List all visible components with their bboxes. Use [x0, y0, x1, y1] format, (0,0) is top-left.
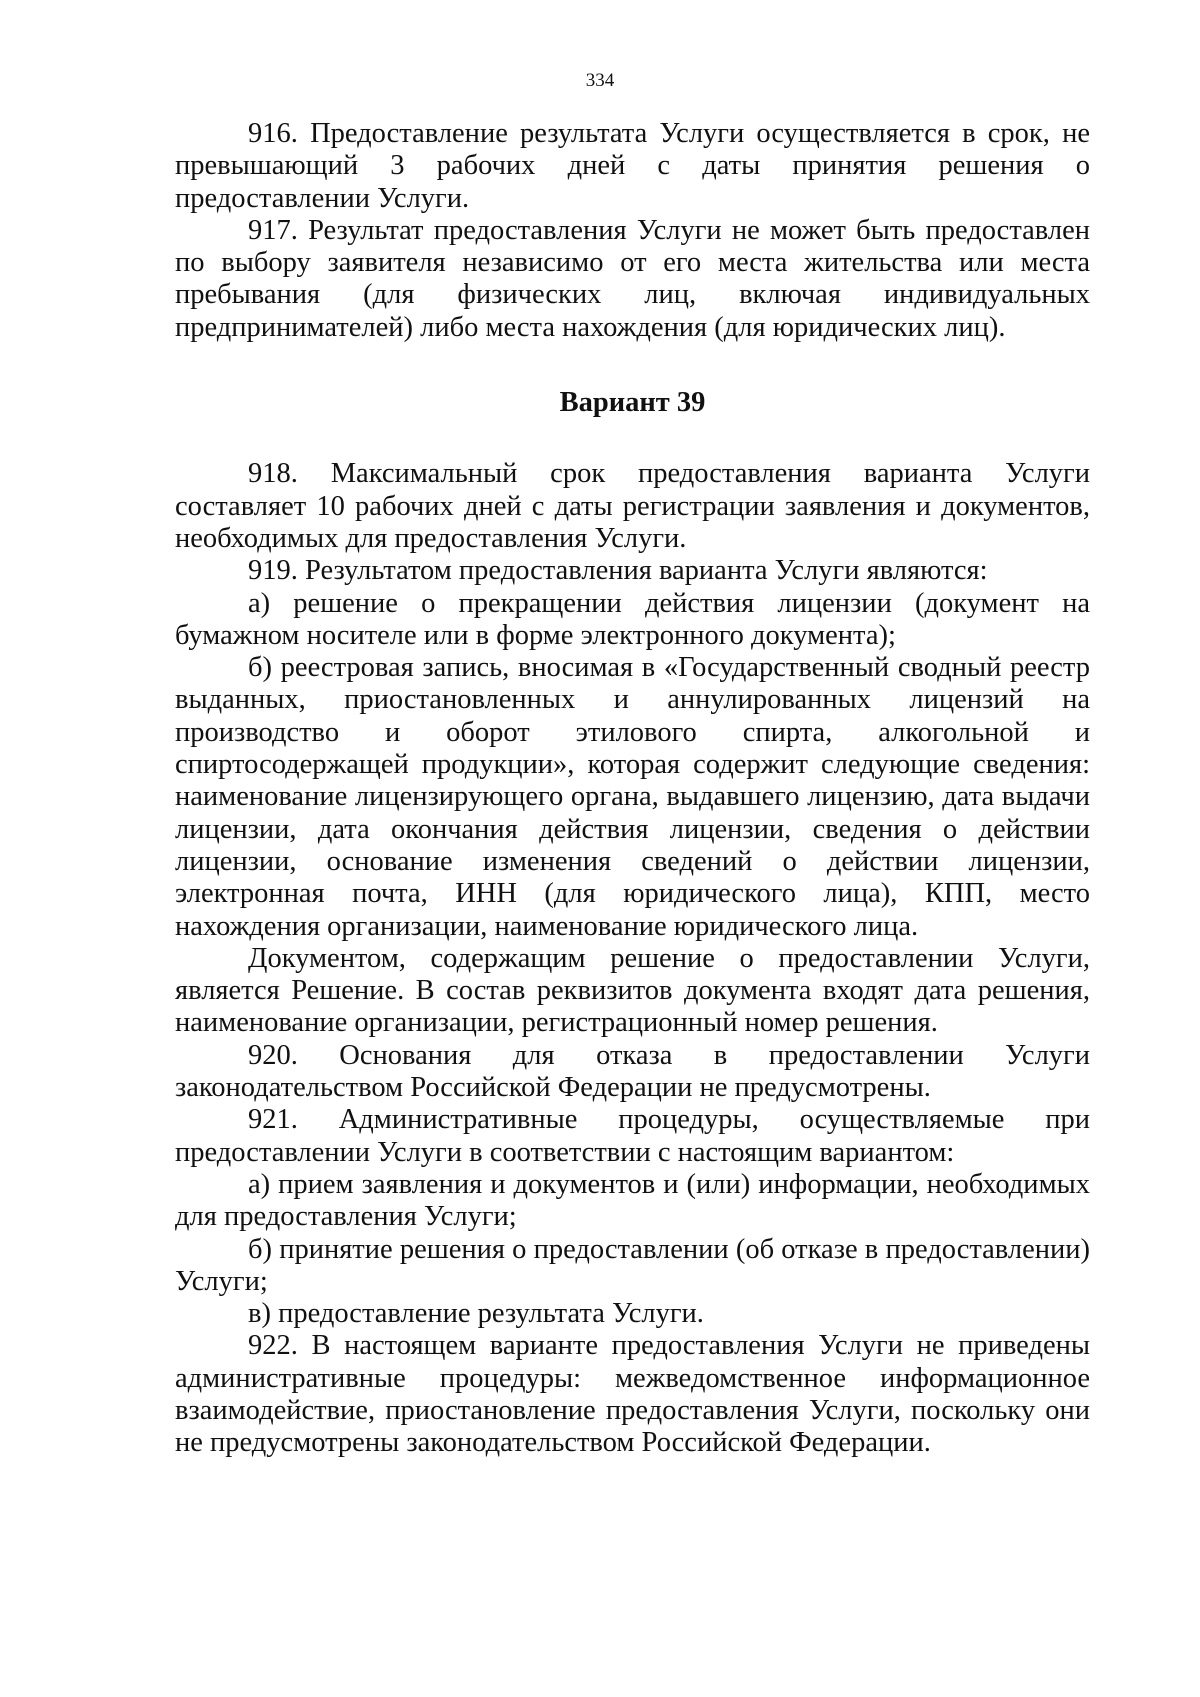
list-item-921-b: б) принятие решения о предоставлении (об отказе в предоставлении) Услуги;	[175, 1233, 1090, 1297]
paragraph-922: 922. В настоящем варианте предоставления Услуги не приведены административные процедуры: межведомственное информационное взаимодействие, приостановление предоставления Услуги, поскольку они не предусмотрены законодательством Российской Федерации.	[175, 1330, 1090, 1459]
paragraph-919: 919. Результатом предоставления варианта Услуги являются:	[248, 555, 988, 587]
list-item-921-c: в) предоставление результата Услуги.	[248, 1298, 704, 1330]
paragraph-916: 916. Предоставление результата Услуги осуществляется в срок, не превышающий 3 рабочих дней с даты принятия решения о предоставлении Услуги.	[175, 118, 1090, 214]
list-item-921-a: а) прием заявления и документов и (или) информации, необходимых для предоставления Услуги;	[175, 1168, 1090, 1233]
paragraph-921: 921. Административные процедуры, осуществляемые при предоставлении Услуги в соответствии с настоящим вариантом:	[175, 1104, 1090, 1168]
paragraph-decision-document: Документом, содержащим решение о предоставлении Услуги, является Решение. В состав реквизитов документа входят дата решения, наименование организации, регистрационный номер решения.	[175, 942, 1090, 1039]
section-heading: Вариант 39	[559, 387, 706, 419]
paragraph-918: 918. Максимальный срок предоставления варианта Услуги составляет 10 рабочих дней с даты регистрации заявления и документов, необходимых для предоставления Услуги.	[175, 458, 1090, 554]
paragraph-917: 917. Результат предоставления Услуги не может быть предоставлен по выбору заявителя независимо от его места жительства или места пребывания (для физических лиц, включая индивидуальных предпринимателей) либо места нахождения (для юридических лиц).	[175, 214, 1090, 343]
list-item-919-a: а) решение о прекращении действия лицензии (документ на бумажном носителе или в форме электронного документа);	[175, 587, 1090, 651]
paragraph-920: 920. Основания для отказа в предоставлении Услуги законодательством Российской Федерации не предусмотрены.	[175, 1039, 1090, 1104]
document-body	[175, 118, 1090, 1460]
page-number: 334	[585, 70, 615, 91]
list-item-919-b: б) реестровая запись, вносимая в «Государственный сводный реестр выданных, приостановленных и аннулированных лицензий на производство и оборот этилового спирта, алкогольной и спиртосодержащей продукции», которая содержит следующие сведения: наименование лицензирующего органа, выдавшего лицензию, дата выдачи лицензии, дата окончания действия лицензии, сведения о действии лицензии, основание изменения сведений о действии лицензии, электронная почта, ИНН (для юридического лица), КПП, место нахождения организации, наименование юридического лица.	[175, 652, 1090, 942]
